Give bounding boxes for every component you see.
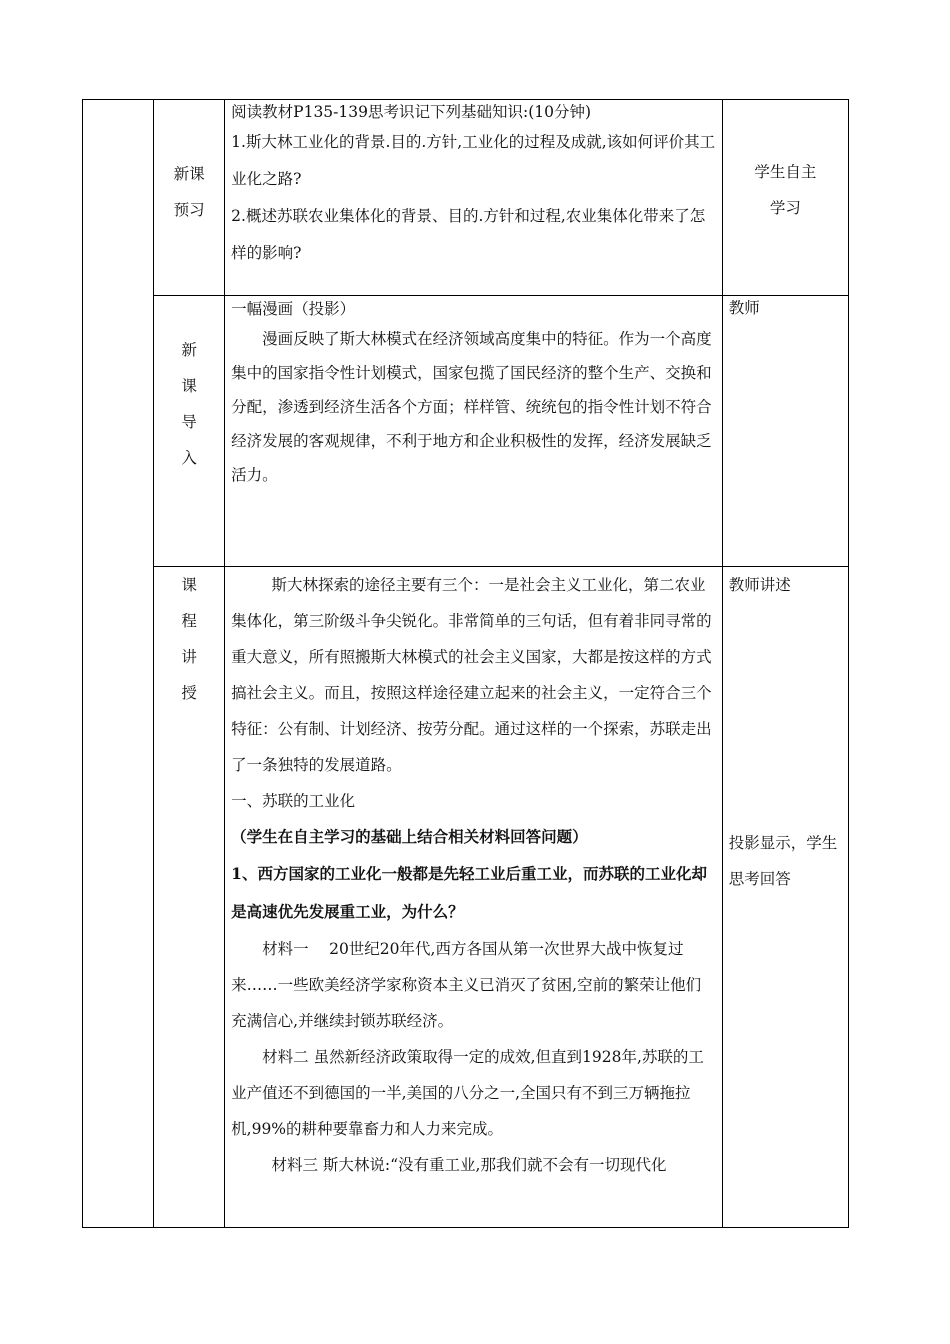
intro-method-text: 教师 <box>728 299 760 317</box>
lecture-method-b: 投影显示，学生思考回答 <box>728 834 838 888</box>
lecture-paragraph: 斯大林探索的途径主要有三个：一是社会主义工业化，第二农业集体化，第三阶级斗争尖锐化。非常简单的三句话，但有着非同寻常的重大意义，所有照搬斯大林模式的社会主义国家，大都是按这样的方式搞社会主义。而且，按照这样途径建立起来的社会主义，一定符合三个特征：公有制、计划经济、按劳分配。通过这样的一个探索，苏联走出了一条独特的发展道路。 <box>231 576 712 774</box>
section-heading: 一、苏联的工业化 <box>231 792 356 810</box>
intro-label-char: 入 <box>181 449 197 467</box>
lecture-label-char: 授 <box>181 684 197 702</box>
intro-label-char: 新 <box>181 341 197 359</box>
intro-label-char: 导 <box>181 413 197 431</box>
preview-question-2: 2.概述苏联农业集体化的背景、目的.方针和过程,农业集体化带来了怎样的影响? <box>231 207 706 262</box>
blank-column <box>83 100 154 1228</box>
material-2: 材料二 虽然新经济政策取得一定的成效,但直到1928年,苏联的工业产值还不到德国的一半,美国的八分之一,全国只有不到三万辆拖拉机,99%的耕种要靠畜力和人力来完成。 <box>231 1048 704 1138</box>
preview-label-line: 新课 <box>173 165 205 183</box>
lecture-label <box>154 567 225 1228</box>
row-lecture <box>83 567 849 1228</box>
row-preview <box>83 100 849 296</box>
preview-method-line: 学生自主 <box>754 163 817 181</box>
intro-label-char: 课 <box>181 377 197 395</box>
lesson-plan-table <box>82 99 849 1228</box>
discussion-question: 1、西方国家的工业化一般都是先轻工业后重工业，而苏联的工业化却是高速优先发展重工业，为什么？ <box>231 864 707 921</box>
lecture-content <box>225 567 723 1228</box>
intro-label <box>154 296 225 567</box>
preview-instruction: 阅读教材P135-139思考识记下列基础知识:(10分钟) <box>231 103 592 121</box>
row-intro <box>83 296 849 567</box>
preview-content <box>225 100 723 296</box>
lecture-method-a: 教师讲述 <box>728 576 791 594</box>
preview-method <box>722 100 848 296</box>
preview-method-line: 学习 <box>769 199 801 217</box>
preview-label <box>154 100 225 296</box>
intro-paragraph: 漫画反映了斯大林模式在经济领域高度集中的特征。作为一个高度集中的国家指令性计划模式，国家包揽了国民经济的整个生产、交换和分配，渗透到经济生活各个方面；样样管、统统包的指令性计划不符合经济发展的客观规律，不利于地方和企业积极性的发挥，经济发展缺乏活力。 <box>231 330 712 484</box>
intro-method <box>722 296 848 567</box>
lecture-label-char: 程 <box>181 612 197 630</box>
material-3: 材料三 斯大林说:“没有重工业,那我们就不会有一切现代化 <box>271 1156 667 1174</box>
preview-label-line: 预习 <box>173 201 205 219</box>
lecture-label-char: 讲 <box>181 648 197 666</box>
lecture-method <box>722 567 848 1228</box>
preview-question-1: 1.斯大林工业化的背景.目的.方针,工业化的过程及成就,该如何评价其工业化之路? <box>231 133 716 188</box>
lecture-label-char: 课 <box>181 576 197 594</box>
intro-content <box>225 296 723 567</box>
intro-heading: 一幅漫画（投影） <box>231 300 356 318</box>
student-instruction: （学生在自主学习的基础上结合相关材料回答问题） <box>231 827 588 846</box>
material-1: 材料一 20世纪20年代,西方各国从第一次世界大战中恢复过来……一些欧美经济学家称资本主义已消灭了贫困,空前的繁荣让他们充满信心,并继续封锁苏联经济。 <box>231 940 702 1030</box>
